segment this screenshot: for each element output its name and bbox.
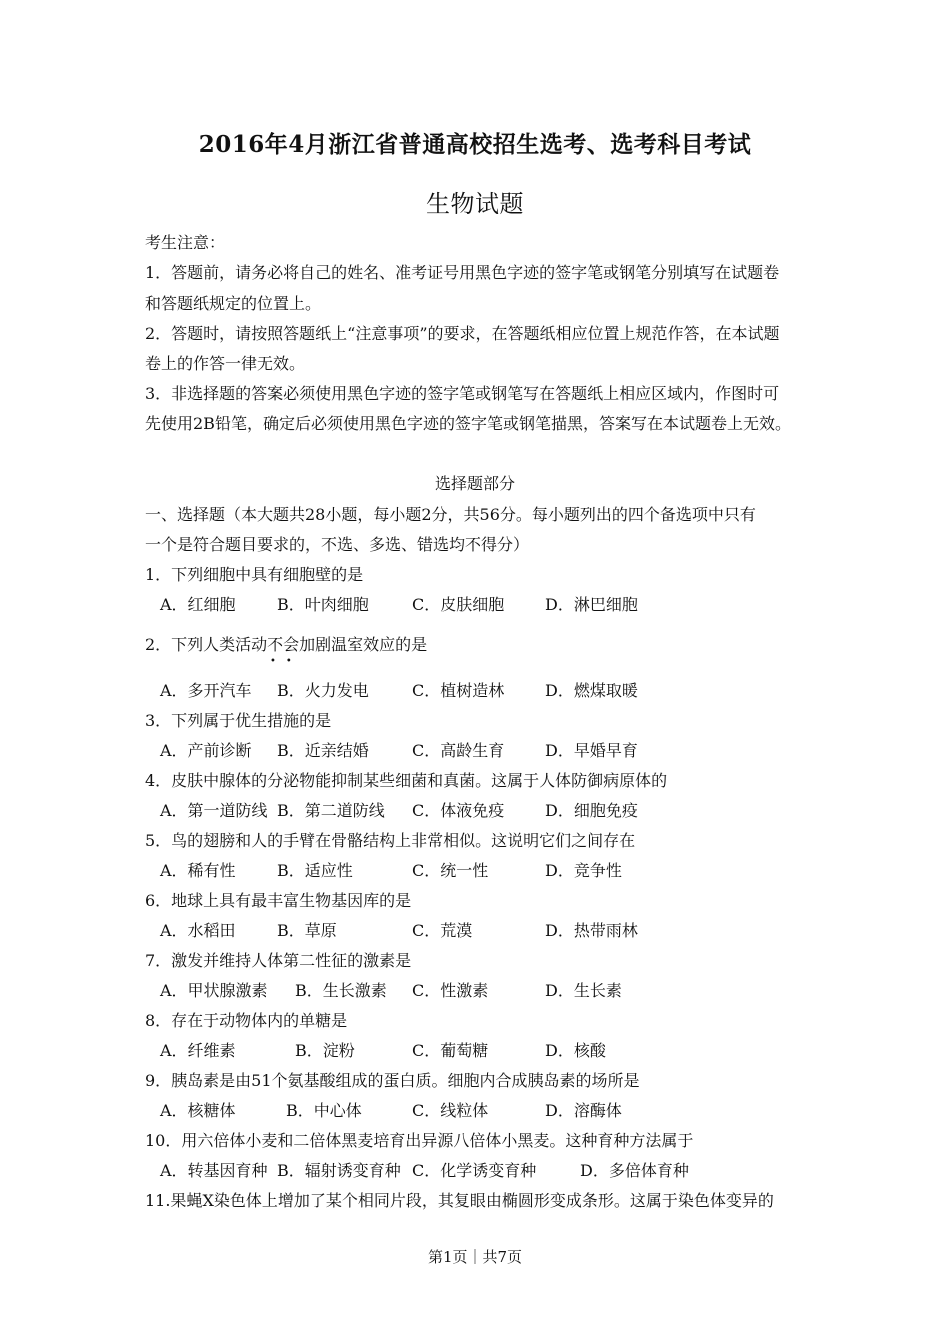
option-b: B．生长激素 bbox=[295, 981, 387, 1000]
option-d: D．多倍体育种 bbox=[580, 1161, 689, 1180]
question-options bbox=[160, 861, 840, 881]
option-b: B．叶肉细胞 bbox=[277, 595, 369, 614]
question-stem: 2．下列人类活动不会加剧温室效应的是 bbox=[145, 635, 428, 654]
option-d: D．细胞免疫 bbox=[545, 801, 638, 820]
question-options bbox=[160, 741, 840, 761]
option-d: D．竞争性 bbox=[545, 861, 622, 880]
option-b: B．第二道防线 bbox=[277, 801, 385, 820]
option-a: A．稀有性 bbox=[160, 861, 236, 880]
option-a: A．红细胞 bbox=[160, 595, 236, 614]
question-options bbox=[160, 981, 840, 1001]
option-c: C．荒漠 bbox=[412, 921, 473, 940]
option-b: B．近亲结婚 bbox=[277, 741, 369, 760]
option-d: D．核酸 bbox=[545, 1041, 606, 1060]
option-b: B．中心体 bbox=[286, 1101, 362, 1120]
option-c: C．植树造林 bbox=[412, 681, 505, 700]
option-d: D．溶酶体 bbox=[545, 1101, 622, 1120]
option-d: D．燃煤取暖 bbox=[545, 681, 638, 700]
option-b: B．草原 bbox=[277, 921, 337, 940]
section-intro: 一、选择题（本大题共28小题，每小题2分，共56分。每小题列出的四个备选项中只有 bbox=[145, 505, 756, 524]
question-stem: 1．下列细胞中具有细胞壁的是 bbox=[145, 565, 364, 584]
option-a: A．纤维素 bbox=[160, 1041, 236, 1060]
question-options bbox=[160, 681, 840, 701]
page-number: 第1页｜共7页 bbox=[427, 1248, 523, 1266]
question-options bbox=[160, 921, 840, 941]
question-options bbox=[160, 1101, 840, 1121]
question-options bbox=[160, 595, 840, 615]
option-a: A．转基因育种 bbox=[160, 1161, 268, 1180]
notice-line: 先使用2B铅笔，确定后必须使用黑色字迹的签字笔或钢笔描黑，答案写在本试题卷上无效。 bbox=[145, 414, 791, 433]
question-options bbox=[160, 1041, 840, 1061]
option-c: C．性激素 bbox=[412, 981, 489, 1000]
question-stem: 8．存在于动物体内的单糖是 bbox=[145, 1011, 348, 1030]
option-a: A．甲状腺激素 bbox=[160, 981, 268, 1000]
option-a: A．多开汽车 bbox=[160, 681, 252, 700]
notice-line: 卷上的作答一律无效。 bbox=[145, 354, 306, 373]
option-a: A．核糖体 bbox=[160, 1101, 236, 1120]
option-c: C．皮肤细胞 bbox=[412, 595, 505, 614]
option-b: B．火力发电 bbox=[277, 681, 369, 700]
notice-line: 3．非选择题的答案必须使用黑色字迹的签字笔或钢笔写在答题纸上相应区域内，作图时可 bbox=[145, 384, 780, 403]
question-stem: 4．皮肤中腺体的分泌物能抑制某些细菌和真菌。这属于人体防御病原体的 bbox=[145, 771, 668, 790]
option-a: A．水稻田 bbox=[160, 921, 236, 940]
exam-subtitle: 生物试题 bbox=[426, 190, 524, 218]
question-stem: 3．下列属于优生措施的是 bbox=[145, 711, 332, 730]
option-b: B．适应性 bbox=[277, 861, 353, 880]
option-c: C．高龄生育 bbox=[412, 741, 505, 760]
option-a: A．产前诊断 bbox=[160, 741, 252, 760]
option-c: C．化学诱变育种 bbox=[412, 1161, 537, 1180]
option-d: D．早婚早育 bbox=[545, 741, 638, 760]
question-stem: 9．胰岛素是由51个氨基酸组成的蛋白质。细胞内合成胰岛素的场所是 bbox=[145, 1071, 640, 1090]
option-b: B．淀粉 bbox=[295, 1041, 355, 1060]
question-options bbox=[160, 1161, 840, 1181]
question-stem: 6．地球上具有最丰富生物基因库的是 bbox=[145, 891, 412, 910]
notice-line: 和答题纸规定的位置上。 bbox=[145, 294, 322, 313]
section-intro: 一个是符合题目要求的，不选、多选、错选均不得分） bbox=[145, 535, 530, 554]
question-stem: 10．用六倍体小麦和二倍体黑麦培育出异源八倍体小黑麦。这种育种方法属于 bbox=[145, 1131, 694, 1150]
section-title: 选择题部分 bbox=[434, 474, 515, 493]
exam-title: 2016年4月浙江省普通高校招生选考、选考科目考试 bbox=[198, 131, 752, 158]
question-stem: 5．鸟的翅膀和人的手臂在骨骼结构上非常相似。这说明它们之间存在 bbox=[145, 831, 636, 850]
question-stem: 11.果蝇X染色体上增加了某个相同片段，其复眼由椭圆形变成条形。这属于染色体变异的 bbox=[145, 1191, 774, 1210]
option-a: A．第一道防线 bbox=[160, 801, 268, 820]
option-c: C．线粒体 bbox=[412, 1101, 489, 1120]
option-c: C．葡萄糖 bbox=[412, 1041, 489, 1060]
option-c: C．体液免疫 bbox=[412, 801, 505, 820]
notice-line: 2．答题时，请按照答题纸上“注意事项”的要求，在答题纸相应位置上规范作答，在本试题 bbox=[145, 324, 780, 343]
notice-line: 1．答题前，请务必将自己的姓名、准考证号用黑色字迹的签字笔或钢笔分别填写在试题卷 bbox=[145, 263, 780, 282]
option-b: B．辐射诱变育种 bbox=[277, 1161, 401, 1180]
option-d: D．热带雨林 bbox=[545, 921, 638, 940]
option-d: D．生长素 bbox=[545, 981, 622, 1000]
option-d: D．淋巴细胞 bbox=[545, 595, 638, 614]
option-c: C．统一性 bbox=[412, 861, 489, 880]
question-stem: 7．激发并维持人体第二性征的激素是 bbox=[145, 951, 412, 970]
question-options bbox=[160, 801, 840, 821]
emphasis-dots: •• bbox=[270, 656, 302, 667]
notice-heading: 考生注意： bbox=[145, 233, 226, 252]
